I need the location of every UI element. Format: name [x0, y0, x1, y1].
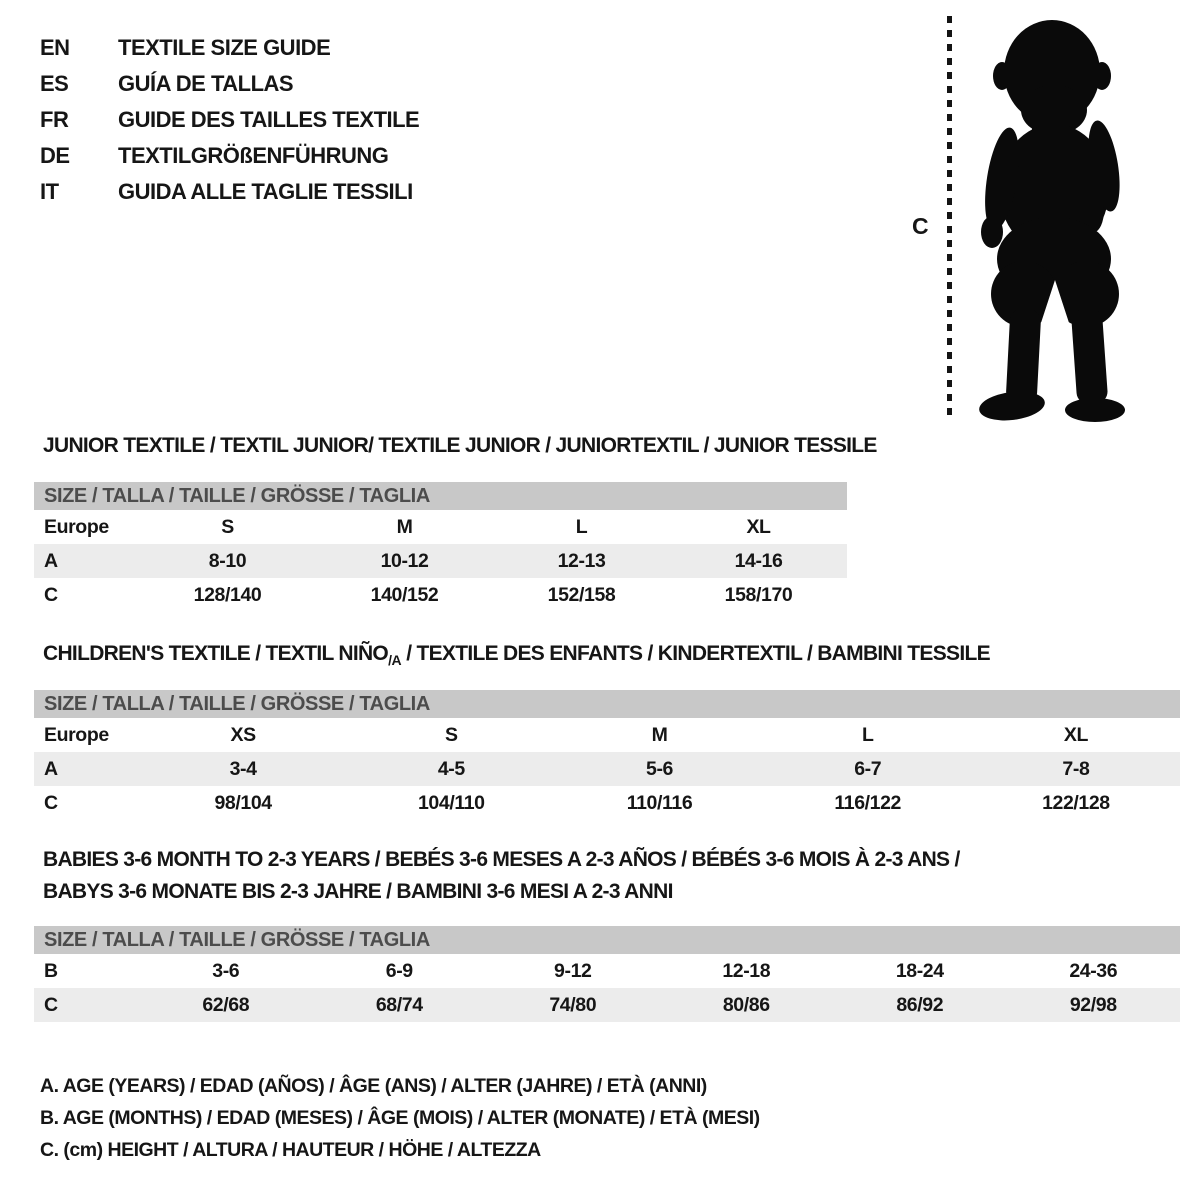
row-label-cell: C — [44, 791, 58, 814]
legend-line-c: C. (cm) HEIGHT / ALTURA / HAUTEUR / HÖHE / ALTEZZA — [40, 1138, 541, 1161]
value-cell: 12-18 — [722, 959, 771, 982]
value-cell: 8-10 — [208, 549, 247, 572]
guide-title: TEXTILE SIZE GUIDE — [118, 35, 331, 60]
size-cell: XL — [1063, 723, 1088, 746]
language-row-it — [40, 174, 419, 210]
row-label-cell: A — [44, 757, 58, 780]
babies-section-title-line2: BABYS 3-6 MONATE BIS 2-3 JAHRE / BAMBINI 3-6 MESI A 2-3 ANNI — [43, 880, 673, 903]
language-row-de — [40, 138, 419, 174]
value-cell: 92/98 — [1069, 993, 1117, 1016]
row-label-cell: A — [44, 549, 58, 572]
value-cell: 3-4 — [229, 757, 257, 780]
row-label-cell: Europe — [44, 515, 109, 538]
value-cell: 68/74 — [375, 993, 423, 1016]
legend-line-b: B. AGE (MONTHS) / EDAD (MESES) / ÂGE (MOIS) / ALTER (MONATE) / ETÀ (MESI) — [40, 1106, 760, 1129]
row-label-cell: Europe — [44, 723, 109, 746]
value-cell: 12-13 — [557, 549, 606, 572]
value-cell: 7-8 — [1062, 757, 1090, 780]
size-cell: M — [651, 723, 668, 746]
value-cell: 98/104 — [214, 791, 272, 814]
language-title-list — [40, 30, 419, 210]
value-cell: 116/122 — [834, 791, 902, 814]
table-row-europe — [34, 718, 1180, 752]
value-cell: 62/68 — [202, 993, 250, 1016]
value-cell: 158/170 — [724, 583, 793, 606]
children-size-table — [34, 690, 1180, 820]
language-row-es — [40, 66, 419, 102]
guide-title: GUÍA DE TALLAS — [118, 71, 294, 96]
value-cell: 5-6 — [646, 757, 673, 780]
value-cell: 86/92 — [896, 993, 944, 1016]
value-cell: 24-36 — [1069, 959, 1118, 982]
guide-title: GUIDA ALLE TAGLIE TESSILI — [118, 179, 413, 204]
value-cell: 6-9 — [385, 959, 413, 982]
value-cell: 14-16 — [734, 549, 783, 572]
size-cell: S — [445, 723, 458, 746]
babies-section-title-line1: BABIES 3-6 MONTH TO 2-3 YEARS / BEBÉS 3-6 MESES A 2-3 AÑOS / BÉBÉS 3-6 MOIS À 2-3 ANS / — [43, 848, 960, 871]
row-label-cell: C — [44, 583, 58, 606]
size-header-row: SIZE / TALLA / TAILLE / GRÖSSE / TAGLIA — [34, 926, 1180, 954]
size-cell: L — [575, 515, 588, 538]
children-title-prefix: CHILDREN'S TEXTILE / TEXTIL NIÑO — [43, 642, 389, 665]
guide-title: GUIDE DES TAILLES TEXTILE — [118, 107, 420, 132]
table-row-age-months — [34, 954, 1180, 988]
height-measure-label: C — [912, 213, 929, 239]
toddler-silhouette-image — [962, 14, 1148, 424]
value-cell: 152/158 — [547, 583, 616, 606]
size-cell: S — [221, 515, 234, 538]
language-row-fr — [40, 102, 419, 138]
table-row-height — [34, 786, 1180, 820]
table-row-height — [34, 988, 1180, 1022]
table-row-europe — [34, 510, 847, 544]
size-cell: XL — [746, 515, 771, 538]
language-row-en — [40, 30, 419, 66]
size-cell: M — [396, 515, 413, 538]
junior-size-table — [34, 482, 847, 612]
value-cell: 3-6 — [212, 959, 240, 982]
size-cell: XS — [230, 723, 256, 746]
height-measure-dashed-line — [947, 16, 952, 418]
guide-title: TEXTILGRÖßENFÜHRUNG — [118, 143, 389, 168]
table-row-age — [34, 544, 847, 578]
babies-size-table — [34, 926, 1180, 1022]
value-cell: 104/110 — [417, 791, 485, 814]
value-cell: 4-5 — [437, 757, 465, 780]
row-label-cell: C — [44, 993, 58, 1016]
size-cell: L — [861, 723, 874, 746]
value-cell: 74/80 — [549, 993, 597, 1016]
size-header-row: SIZE / TALLA / TAILLE / GRÖSSE / TAGLIA — [34, 690, 1180, 718]
value-cell: 122/128 — [1042, 791, 1110, 814]
value-cell: 128/140 — [193, 583, 262, 606]
table-row-height — [34, 578, 847, 612]
language-code: ES — [40, 71, 69, 96]
children-title-suffix: / TEXTILE DES ENFANTS / KINDERTEXTIL / BAMBINI TESSILE — [401, 642, 990, 665]
value-cell: 110/116 — [626, 791, 693, 814]
value-cell: 18-24 — [895, 959, 944, 982]
measure-legend — [40, 1070, 760, 1166]
legend-line-a: A. AGE (YEARS) / EDAD (AÑOS) / ÂGE (ANS) / ALTER (JAHRE) / ETÀ (ANNI) — [40, 1074, 707, 1097]
children-title-subscript: /A — [388, 652, 402, 668]
row-label-cell: B — [44, 959, 58, 982]
value-cell: 6-7 — [854, 757, 882, 780]
language-code: IT — [40, 179, 59, 204]
size-header-row: SIZE / TALLA / TAILLE / GRÖSSE / TAGLIA — [34, 482, 847, 510]
value-cell: 9-12 — [554, 959, 592, 982]
value-cell: 80/86 — [722, 993, 770, 1016]
junior-section-title: JUNIOR TEXTILE / TEXTIL JUNIOR/ TEXTILE JUNIOR / JUNIORTEXTIL / JUNIOR TESSILE — [43, 434, 877, 457]
value-cell: 140/152 — [370, 583, 439, 606]
language-code: DE — [40, 143, 70, 168]
children-section-title — [43, 642, 990, 666]
language-code: EN — [40, 35, 70, 60]
language-code: FR — [40, 107, 69, 132]
value-cell: 10-12 — [380, 549, 429, 572]
table-row-age — [34, 752, 1180, 786]
